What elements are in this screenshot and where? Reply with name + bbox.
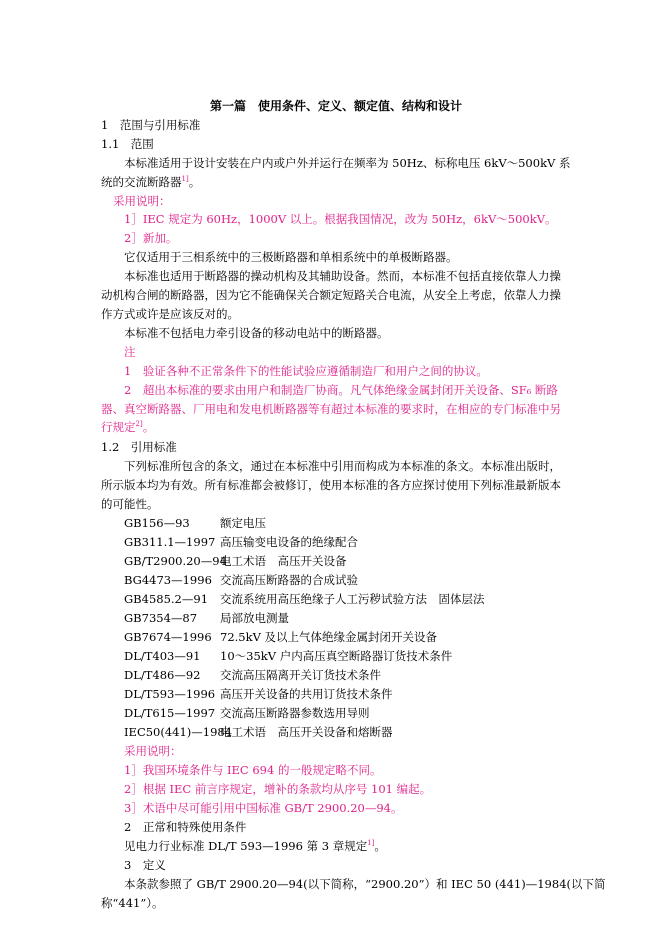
reference-code: GB7354—87	[124, 611, 198, 625]
reference-code: DL/T403—91	[124, 649, 201, 663]
reference-code: GB311.1—1997	[124, 535, 216, 549]
reference-title: 电工术语 高压开关设备和熔断器	[220, 725, 393, 739]
reference-title: 电工术语 高压开关设备	[220, 554, 347, 568]
paragraph-1-line-1: 本标准适用于设计安装在户内或户外并运行在频率为 50Hz、标称电压 6kV～500kV 系	[124, 156, 571, 170]
paragraph-2: 它仅适用于三相系统中的三极断路器和单相系统中的单极断路器。	[124, 250, 458, 264]
reference-code: GB4585.2—91	[124, 592, 209, 606]
paragraph-3-line-1: 本标准也适用于断路器的操动机构及其辅助设备。然而，本标准不包括直接依靠人力操	[124, 269, 561, 283]
reference-item	[124, 592, 485, 606]
reference-title: 72.5kV 及以上气体绝缘金属封闭开关设备	[220, 630, 438, 644]
section-1-2-heading: 1.2 引用标准	[101, 440, 177, 454]
document-title: 第一篇 使用条件、定义、额定值、结构和设计	[210, 99, 463, 113]
reference-code: DL/T593—1996	[124, 687, 216, 701]
note-2-line-2: 器、真空断路器、厂用电和发电机断路器等有超过本标准的要求时，在相应的专门标准中另	[101, 402, 561, 416]
section-3-line-1: 本条款参照了 GB/T 2900.20—94(以下简称，“2900.20”）和 IEC 50 (441)—1984(以下简	[124, 877, 606, 891]
reference-code: BG4473—1996	[124, 573, 212, 587]
adoption-note-label: 采用说明：	[113, 194, 171, 208]
reference-item	[124, 554, 347, 568]
paragraph-4: 本标准不包括电力牵引设备的移动电站中的断路器。	[124, 326, 389, 340]
reference-item	[124, 630, 437, 644]
reference-title: 交流高压隔离开关订货技术条件	[220, 668, 381, 682]
footnote-ref: 1]	[367, 839, 375, 848]
note-2-line-3	[101, 420, 154, 434]
reference-title: 额定电压	[220, 516, 266, 530]
adoption-note-3: 3］术语中尽可能引用中国标准 GB/T 2900.20—94。	[124, 801, 403, 815]
adoption-note-2: 2］新加。	[124, 231, 178, 245]
reference-code: DL/T486—92	[124, 668, 201, 682]
note-1: 1 验证各种不正常条件下的性能试验应遵循制造厂和用户之间的协议。	[124, 364, 488, 378]
note-2-text: 行规定	[101, 420, 136, 434]
section-2-text	[124, 839, 386, 853]
section-2-body: 见电力行业标准 DL/T 593—1996 第 3 章规定	[124, 839, 368, 853]
reference-item	[124, 649, 452, 663]
paragraph-1-text: 统的交流断路器	[101, 175, 182, 189]
note-label: 注	[124, 345, 136, 359]
note-2-line-1: 2 超出本标准的要求由用户和制造厂协商。凡气体绝缘金属封闭开关设备、SF₆ 断路	[124, 383, 558, 397]
paragraph-1-end: 。	[188, 175, 201, 189]
reference-title: 10～35kV 户内高压真空断路器订货技术条件	[220, 649, 453, 663]
reference-item	[124, 516, 266, 530]
paragraph-5-line-2: 所示版本均为有效。所有标准都会被修订，使用本标准的各方应探讨使用下列标准最新版本	[101, 478, 561, 492]
reference-title: 交流高压断路器的合成试验	[220, 573, 358, 587]
reference-code: GB7674—1996	[124, 630, 212, 644]
reference-title: 局部放电测量	[220, 611, 289, 625]
reference-item	[124, 668, 381, 682]
reference-title: 交流系统用高压绝缘子人工污秽试验方法 固体层法	[220, 592, 485, 606]
paragraph-3-line-3: 作方式或许是应该反对的。	[101, 307, 239, 321]
section-2-end: 。	[374, 839, 386, 853]
footnote-ref: 2]	[135, 420, 143, 429]
adoption-note-2: 2］根据 IEC 前言序规定，增补的条款均从序号 101 编起。	[124, 782, 432, 796]
paragraph-3-line-2: 动机构合闸的断路器，因为它不能确保关合额定短路关合电流，从安全上考虑，依靠人力操	[101, 288, 561, 302]
reference-title: 高压输变电设备的绝缘配合	[220, 535, 358, 549]
section-3-heading: 3 定义	[124, 858, 166, 872]
reference-item	[124, 535, 358, 549]
reference-title: 高压开关设备的共用订货技术条件	[220, 687, 393, 701]
adoption-note-1: 1］IEC 规定为 60Hz，1000V 以上。根据我国情况，改为 50Hz，6kV～500kV。	[124, 212, 557, 226]
section-1-1-heading: 1.1 范围	[101, 137, 154, 151]
note-2-end: 。	[142, 420, 155, 434]
reference-item	[124, 725, 393, 739]
reference-code: IEC50(441)—1984	[124, 725, 233, 739]
reference-code: GB156—93	[124, 516, 190, 530]
reference-code: GB/T2900.20—94	[124, 554, 227, 568]
section-2-heading: 2 正常和特殊使用条件	[124, 820, 247, 834]
footnote-ref: 1]	[181, 175, 189, 184]
paragraph-5-line-1: 下列标准所包含的条文，通过在本标准中引用而构成为本标准的条文。本标准出版时，	[124, 459, 561, 473]
reference-item	[124, 687, 393, 701]
reference-code: DL/T615—1997	[124, 706, 216, 720]
adoption-note-1: 1］我国环境条件与 IEC 694 的一般规定略不同。	[124, 763, 382, 777]
reference-item	[124, 706, 370, 720]
paragraph-1-line-2	[101, 175, 200, 189]
reference-item	[124, 573, 358, 587]
reference-item	[124, 611, 289, 625]
paragraph-5-line-3: 的可能性。	[101, 497, 159, 511]
section-1-heading: 1 范围与引用标准	[101, 118, 201, 132]
section-3-line-2: 称“441”）。	[101, 896, 164, 910]
adoption-note-label: 采用说明：	[124, 744, 182, 758]
reference-title: 交流高压断路器参数选用导则	[220, 706, 370, 720]
